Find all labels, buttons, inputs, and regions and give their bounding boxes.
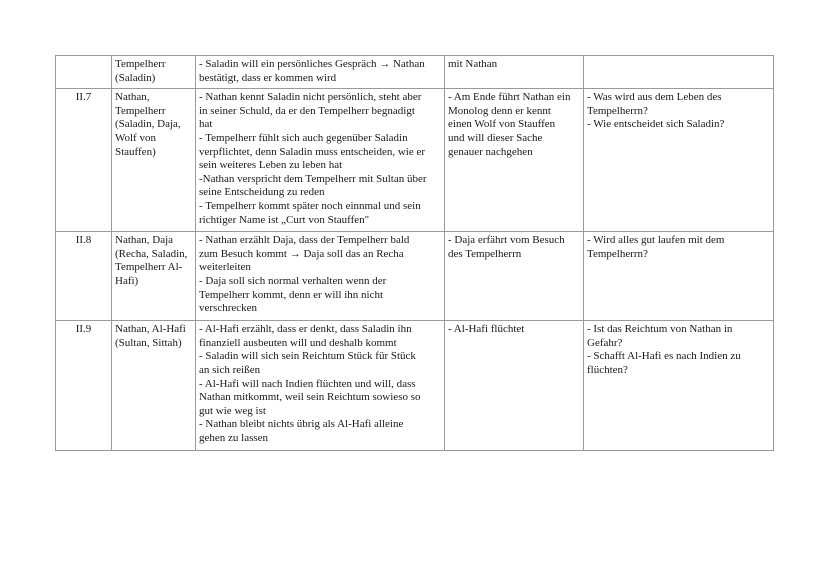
- persons-line: (Saladin): [115, 71, 156, 84]
- questions-cell: [584, 56, 774, 89]
- content-line: richtiger Name ist „Curt von Stauffen": [199, 213, 370, 226]
- content-line: - Saladin will sich sein Reichtum Stück für Stück: [199, 350, 416, 363]
- result-line: genauer nachgehen: [448, 145, 533, 158]
- content-line: seine Entscheidung zu reden: [199, 186, 325, 199]
- content-line: verschrecken: [199, 302, 258, 315]
- scene-cell: [56, 56, 112, 89]
- result-cell: [445, 321, 584, 451]
- content-cell: [196, 232, 445, 321]
- persons-cell: [112, 232, 196, 321]
- content-line: - Daja soll sich normal verhalten wenn der: [199, 274, 387, 287]
- table-row: [56, 232, 774, 321]
- persons-line: (Recha, Saladin,: [115, 247, 188, 260]
- content-line: in seiner Schuld, da er den Tempelherr begnadigt: [199, 104, 415, 117]
- persons-line: (Sultan, Sittah): [115, 336, 182, 349]
- persons-cell: [112, 56, 196, 89]
- persons-line: Stauffen): [115, 145, 156, 158]
- questions-line: - Was wird aus dem Leben des: [587, 91, 722, 104]
- content-line: verpflichtet, denn Saladin muss entscheiden, wie er: [199, 145, 426, 158]
- questions-cell: [584, 321, 774, 451]
- scene-table: [55, 55, 774, 451]
- questions-line: Tempelherrn?: [587, 104, 648, 117]
- content-line: - Al-Hafi will nach Indien flüchten und will, dass: [199, 377, 416, 390]
- content-line: weiterleiten: [199, 261, 251, 274]
- persons-line: Hafi): [115, 274, 139, 287]
- content-line: -Nathan verspricht dem Tempelherr mit Sultan über: [199, 172, 427, 185]
- questions-line: - Ist das Reichtum von Nathan in: [587, 323, 733, 336]
- table-row: [56, 321, 774, 451]
- content-line: gehen zu lassen: [199, 431, 269, 444]
- persons-line: Wolf von: [115, 131, 156, 144]
- result-line: mit Nathan: [448, 58, 498, 70]
- content-line: - Saladin will ein persönliches Gespräch → Nathan: [199, 58, 425, 70]
- result-line: - Daja erfährt vom Besuch: [448, 234, 565, 247]
- questions-line: flüchten?: [587, 363, 628, 376]
- result-cell: [445, 89, 584, 232]
- scene-cell: II.9: [56, 321, 112, 451]
- table-row: [56, 56, 774, 89]
- content-line: Tempelherr kommt, denn er will ihn nicht: [199, 288, 384, 301]
- result-line: - Al-Hafi flüchtet: [448, 323, 525, 336]
- persons-line: Nathan, Daja: [115, 234, 174, 247]
- persons-line: Nathan, Al-Hafi: [115, 323, 186, 336]
- questions-line: Gefahr?: [587, 336, 623, 349]
- content-line: - Nathan bleibt nichts übrig als Al-Hafi alleine: [199, 418, 404, 431]
- persons-line: Tempelherr Al-: [115, 261, 183, 274]
- persons-line: (Saladin, Daja,: [115, 118, 181, 131]
- content-line: - Al-Hafi erzählt, dass er denkt, dass Saladin ihn: [199, 323, 412, 336]
- table-body: [56, 56, 774, 451]
- content-line: zum Besuch kommt → Daja soll das an Recha: [199, 247, 404, 260]
- content-cell: [196, 321, 445, 451]
- content-line: sein weiteres Leben zu leben hat: [199, 159, 343, 172]
- content-line: gut wie weg ist: [199, 404, 266, 417]
- content-line: an sich reißen: [199, 363, 261, 376]
- result-line: und will dieser Sache: [448, 131, 543, 144]
- content-line: hat: [199, 118, 213, 131]
- result-line: - Am Ende führt Nathan ein: [448, 91, 571, 104]
- result-cell: [445, 56, 584, 89]
- scene-cell: II.8: [56, 232, 112, 321]
- questions-cell: [584, 89, 774, 232]
- content-line: - Tempelherr kommt später noch einnmal und sein: [199, 199, 421, 212]
- content-cell: [196, 56, 445, 89]
- questions-line: - Wird alles gut laufen mit dem: [587, 234, 725, 247]
- persons-line: Nathan,: [115, 91, 150, 104]
- result-line: einen Wolf von Stauffen: [448, 118, 556, 131]
- content-cell: [196, 89, 445, 232]
- content-line: - Tempelherr fühlt sich auch gegenüber Saladin: [199, 131, 408, 144]
- questions-line: Tempelherrn?: [587, 247, 648, 260]
- scene-cell: II.7: [56, 89, 112, 232]
- table-row: [56, 89, 774, 232]
- persons-line: Tempelherr: [115, 104, 166, 117]
- content-line: bestätigt, dass er kommen wird: [199, 71, 337, 84]
- content-line: finanziell ausbeuten will und deshalb kommt: [199, 336, 397, 349]
- questions-cell: [584, 232, 774, 321]
- persons-cell: [112, 89, 196, 232]
- content-line: - Nathan kennt Saladin nicht persönlich, steht aber: [199, 91, 422, 104]
- result-line: des Tempelherrn: [448, 247, 522, 260]
- content-line: Nathan mitkommt, weil sein Reichtum sowieso so: [199, 391, 421, 404]
- persons-line: Tempelherr: [115, 58, 166, 70]
- persons-cell: [112, 321, 196, 451]
- content-line: - Nathan erzählt Daja, dass der Tempelherr bald: [199, 234, 410, 247]
- questions-line: - Wie entscheidet sich Saladin?: [587, 118, 725, 131]
- questions-line: - Schafft Al-Hafi es nach Indien zu: [587, 350, 741, 363]
- result-line: Monolog denn er kennt: [448, 104, 551, 117]
- result-cell: [445, 232, 584, 321]
